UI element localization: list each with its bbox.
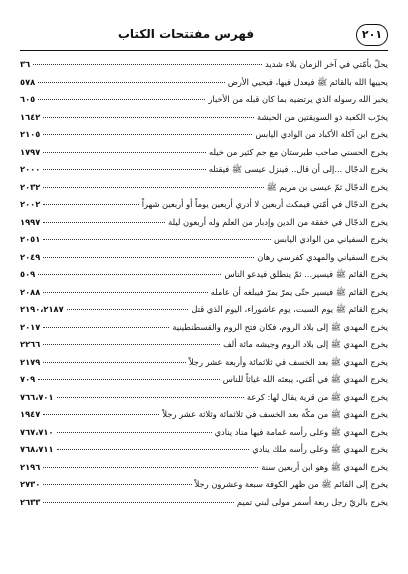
leader-dots (38, 99, 205, 100)
entry-text: يخرج المهدي ﷺ وعلى رأسه ملك ينادي (252, 444, 388, 454)
entry-text: يخرج إلى القائم ﷺ من ظهر الكوفة سبعة وعشرون رجلاً (194, 479, 388, 489)
entry-ref: ٧٦٧،٧١٠ (20, 426, 54, 437)
entry-text: يخرج القائم ﷺ فيسير حتّى يمرّ بمرّ فيبلغه أن عامله (210, 286, 388, 297)
entry-ref: ٣٦ (20, 59, 31, 69)
entry-ref: ٢١٠٥ (20, 129, 41, 139)
leader-dots (38, 274, 221, 275)
index-entry (20, 249, 388, 267)
leader-dots (43, 204, 138, 205)
index-entry (20, 389, 388, 407)
leader-dots (43, 502, 234, 503)
entry-text: يخرج الحسني صاحب طبرستان مع جم كثير من خيله (209, 146, 388, 157)
entry-ref: ١٩٤٧ (20, 409, 41, 419)
index-entry (20, 161, 388, 179)
entry-ref: ١٩٩٧ (20, 216, 41, 227)
entry-text: يخرج القائم ﷺ يوم السبت، يوم عاشوراء، اليوم الذي قتل (191, 304, 388, 314)
entry-text: يحييها الله بالقائم ﷺ فيعدل فيها، فيحيي الأرض (227, 76, 388, 87)
leader-dots (43, 257, 254, 258)
index-entry (20, 214, 388, 232)
entry-ref: ٢٠٠٠ (20, 164, 41, 174)
entry-text: يخرج المهدي ﷺ وهو ابن أربعين سنة (261, 461, 388, 472)
leader-dots (43, 152, 206, 153)
index-entry (20, 301, 388, 319)
index-entry (20, 459, 388, 477)
leader-dots (38, 82, 225, 83)
entry-ref: ٢١٧٩ (20, 356, 41, 367)
index-entry (20, 231, 388, 249)
entry-ref: ٧٦٨،٧١١ (20, 444, 54, 454)
index-entry (20, 109, 388, 127)
entry-text: يخبر الله رسوله الذي يرتضيه بما كان قبله من الأخبار (208, 94, 388, 104)
index-entry (20, 179, 388, 197)
entry-ref: ٢٢٦٦ (20, 339, 41, 349)
entry-ref: ٢٠٤٩ (20, 251, 41, 262)
index-entry (20, 74, 388, 92)
entry-ref: ٧٦٦،٧٠١ (20, 391, 54, 402)
leader-dots (43, 414, 159, 415)
entry-text: يخرّب الكعبة ذو السويقتين من الحبشة (257, 111, 388, 122)
entry-text: يخرج السفياني والمهدي كفرسي رهان (257, 251, 388, 262)
index-entry (20, 424, 388, 442)
page-number-badge: ٢٠١ (356, 24, 388, 46)
entry-ref: ٥٧٨ (20, 76, 36, 87)
index-entry (20, 91, 388, 109)
index-entry (20, 284, 388, 302)
leader-dots (43, 327, 169, 328)
index-entry (20, 336, 388, 354)
leader-dots (43, 484, 191, 485)
running-title: فهرس مفتتحات الكتاب (117, 27, 255, 41)
entry-text: يخرج المهدي ﷺ إلى بلاد الروم، فكان فتح الروم والقسطنطينية (172, 321, 388, 332)
entry-ref: ٢٦٣٣ (20, 496, 41, 507)
leader-dots (57, 449, 250, 450)
leader-dots (43, 362, 186, 363)
index-entries (20, 56, 388, 511)
leader-dots (43, 187, 263, 188)
entry-ref: ١٦٤٢ (20, 111, 41, 122)
entry-text: يخرج المهدي ﷺ من قرية يقال لها: كرعة (246, 391, 388, 402)
entry-ref: ٢١٩٦ (20, 461, 41, 472)
entry-text: يحلّ بأمّتي في آخر الزمان بلاء شديد (265, 59, 388, 69)
index-entry (20, 266, 388, 284)
leader-dots (38, 379, 220, 380)
leader-dots (67, 309, 189, 310)
leader-dots (43, 344, 220, 345)
page-header (20, 24, 388, 48)
entry-ref: ٢٠٨٨ (20, 286, 41, 297)
entry-text: يخرج الدجّال ...إلى أن قال.. فينزل عيسى ﷺ فيقتله (208, 164, 388, 174)
leader-dots (43, 239, 271, 240)
entry-text: يخرج ابن آكلة الأكباد من الوادي اليابس (255, 129, 388, 139)
entry-text: يخرج المهدي ﷺ من مكّة بعد الخسف في ثلاثمائة وثلاثة عشر رجلاً (162, 409, 388, 419)
leader-dots (33, 64, 262, 65)
entry-ref: ٦٠٥ (20, 94, 36, 104)
entry-text: يخرج القائم ﷺ فيسير... ثمّ ينطلق فيدعو الناس (224, 269, 388, 279)
entry-text: يخرج المهدي ﷺ وعلى رأسه غمامة فيها مناد ينادي (214, 426, 388, 437)
index-entry (20, 494, 388, 512)
index-entry (20, 406, 388, 424)
entry-text: يخرج الدجّال ثمّ عيسى بن مريم ﷺ (266, 181, 388, 192)
leader-dots (43, 169, 206, 170)
index-entry (20, 126, 388, 144)
entry-ref: ٢٠٠٢ (20, 199, 41, 209)
leader-dots (43, 467, 258, 468)
entry-text: يخرج السفياني من الوادي اليابس (274, 234, 388, 244)
index-entry (20, 319, 388, 337)
index-entry (20, 56, 388, 74)
leader-dots (57, 432, 212, 433)
entry-ref: ١٧٩٧ (20, 146, 41, 157)
index-entry (20, 441, 388, 459)
index-entry (20, 196, 388, 214)
entry-ref: ٢٠٣٢ (20, 181, 41, 192)
entry-ref: ٢٠١٧ (20, 321, 41, 332)
leader-dots (43, 134, 252, 135)
index-entry (20, 476, 388, 494)
entry-text: يخرج الدجّال في خفقة من الدين وإدبار من العلم وله أربعون ليلة (168, 216, 388, 227)
index-entry (20, 354, 388, 372)
entry-text: يخرج الدجّال في أمّتي فيمكث أربعين لا أدري أربعين يوماً أو أربعين شهراً (141, 199, 388, 209)
entry-ref: ٢٧٣٠ (20, 479, 41, 489)
entry-ref: ٢٠٥١ (20, 234, 41, 244)
header-rule (20, 50, 388, 51)
entry-text: يخرج المهدي ﷺ في أمّتي، يبعثه الله غياثاً للناس (222, 374, 388, 384)
leader-dots (43, 292, 207, 293)
entry-ref: ٥٠٩ (20, 269, 36, 279)
index-entry (20, 144, 388, 162)
entry-ref: ٢١٩٠،٢١٨٧ (20, 304, 64, 314)
entry-ref: ٧٠٩ (20, 374, 36, 384)
entry-text: يخرج المهدي ﷺ إلى بلاد الروم وجيشه مائة ألف (223, 339, 388, 349)
leader-dots (57, 397, 244, 398)
leader-dots (43, 222, 165, 223)
entry-text: يخرج بالريّ رجل ربعة أسمر مولى لبني تميم (236, 496, 388, 507)
entry-text: يخرج المهدي ﷺ بعد الخسف في ثلاثمائة وأربعة عشر رجلاً (188, 356, 388, 367)
leader-dots (43, 117, 254, 118)
index-entry (20, 371, 388, 389)
